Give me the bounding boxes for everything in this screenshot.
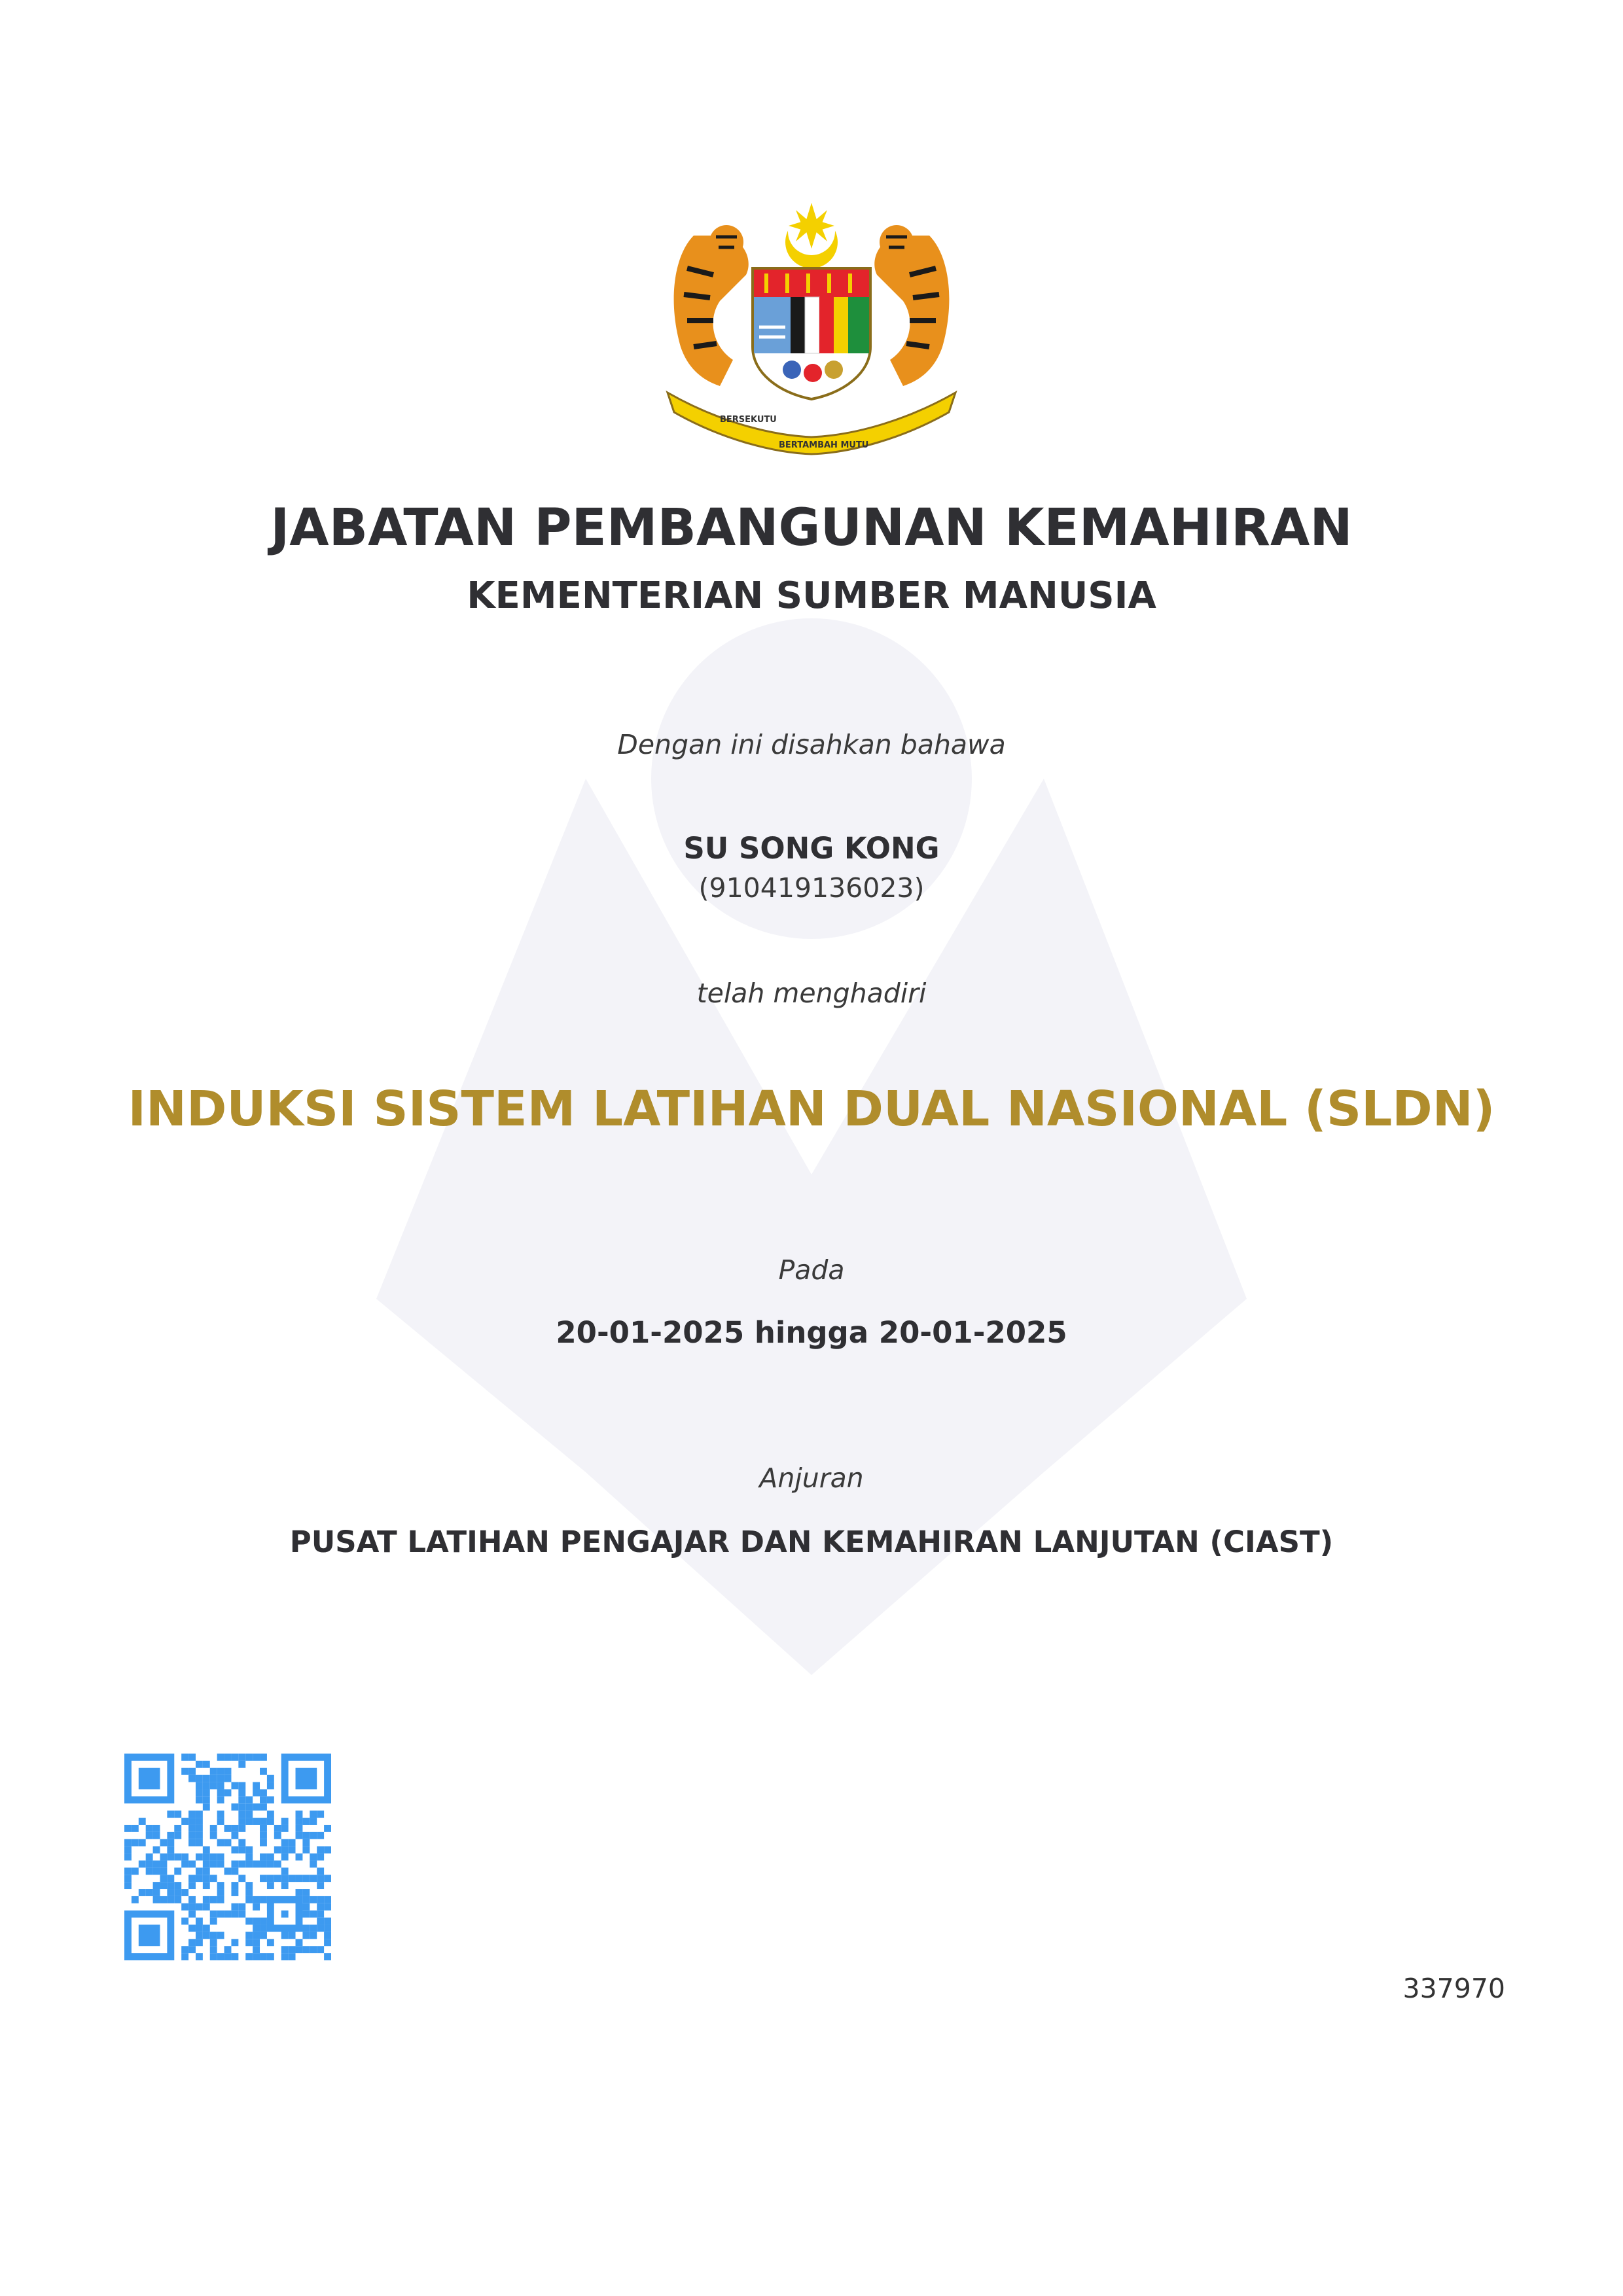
malaysia-coat-of-arms-icon — [648, 196, 975, 458]
certification-intro: Dengan ini disahkan bahawa — [617, 729, 1006, 760]
svg-text:BERSEKUTU: BERSEKUTU — [720, 415, 777, 425]
shield-icon — [753, 268, 870, 399]
participant-id: (910419136023) — [698, 872, 925, 904]
organizer-label: Anjuran — [759, 1462, 864, 1494]
qr-code-icon — [124, 1754, 331, 1960]
participant-name: SU SONG KONG — [683, 831, 940, 866]
ministry-name: KEMENTERIAN SUMBER MANUSIA — [467, 574, 1156, 617]
svg-text:BERTAMBAH MUTU: BERTAMBAH MUTU — [779, 440, 869, 450]
crescent-star-icon — [785, 203, 838, 268]
tiger-left-icon — [674, 225, 749, 386]
date-range: 20-01-2025 hingga 20-01-2025 — [556, 1315, 1067, 1350]
tiger-right-icon — [874, 225, 949, 386]
serial-number: 337970 — [1402, 1973, 1505, 2004]
organizer-name: PUSAT LATIHAN PENGAJAR DAN KEMAHIRAN LANJUTAN (CIAST) — [289, 1525, 1334, 1559]
attended-text: telah menghadiri — [696, 978, 927, 1009]
course-title: INDUKSI SISTEM LATIHAN DUAL NASIONAL (SLDN) — [128, 1081, 1495, 1137]
agency-name: JABATAN PEMBANGUNAN KEMAHIRAN — [270, 499, 1353, 557]
motto-ribbon — [668, 393, 955, 454]
date-label: Pada — [778, 1254, 845, 1286]
